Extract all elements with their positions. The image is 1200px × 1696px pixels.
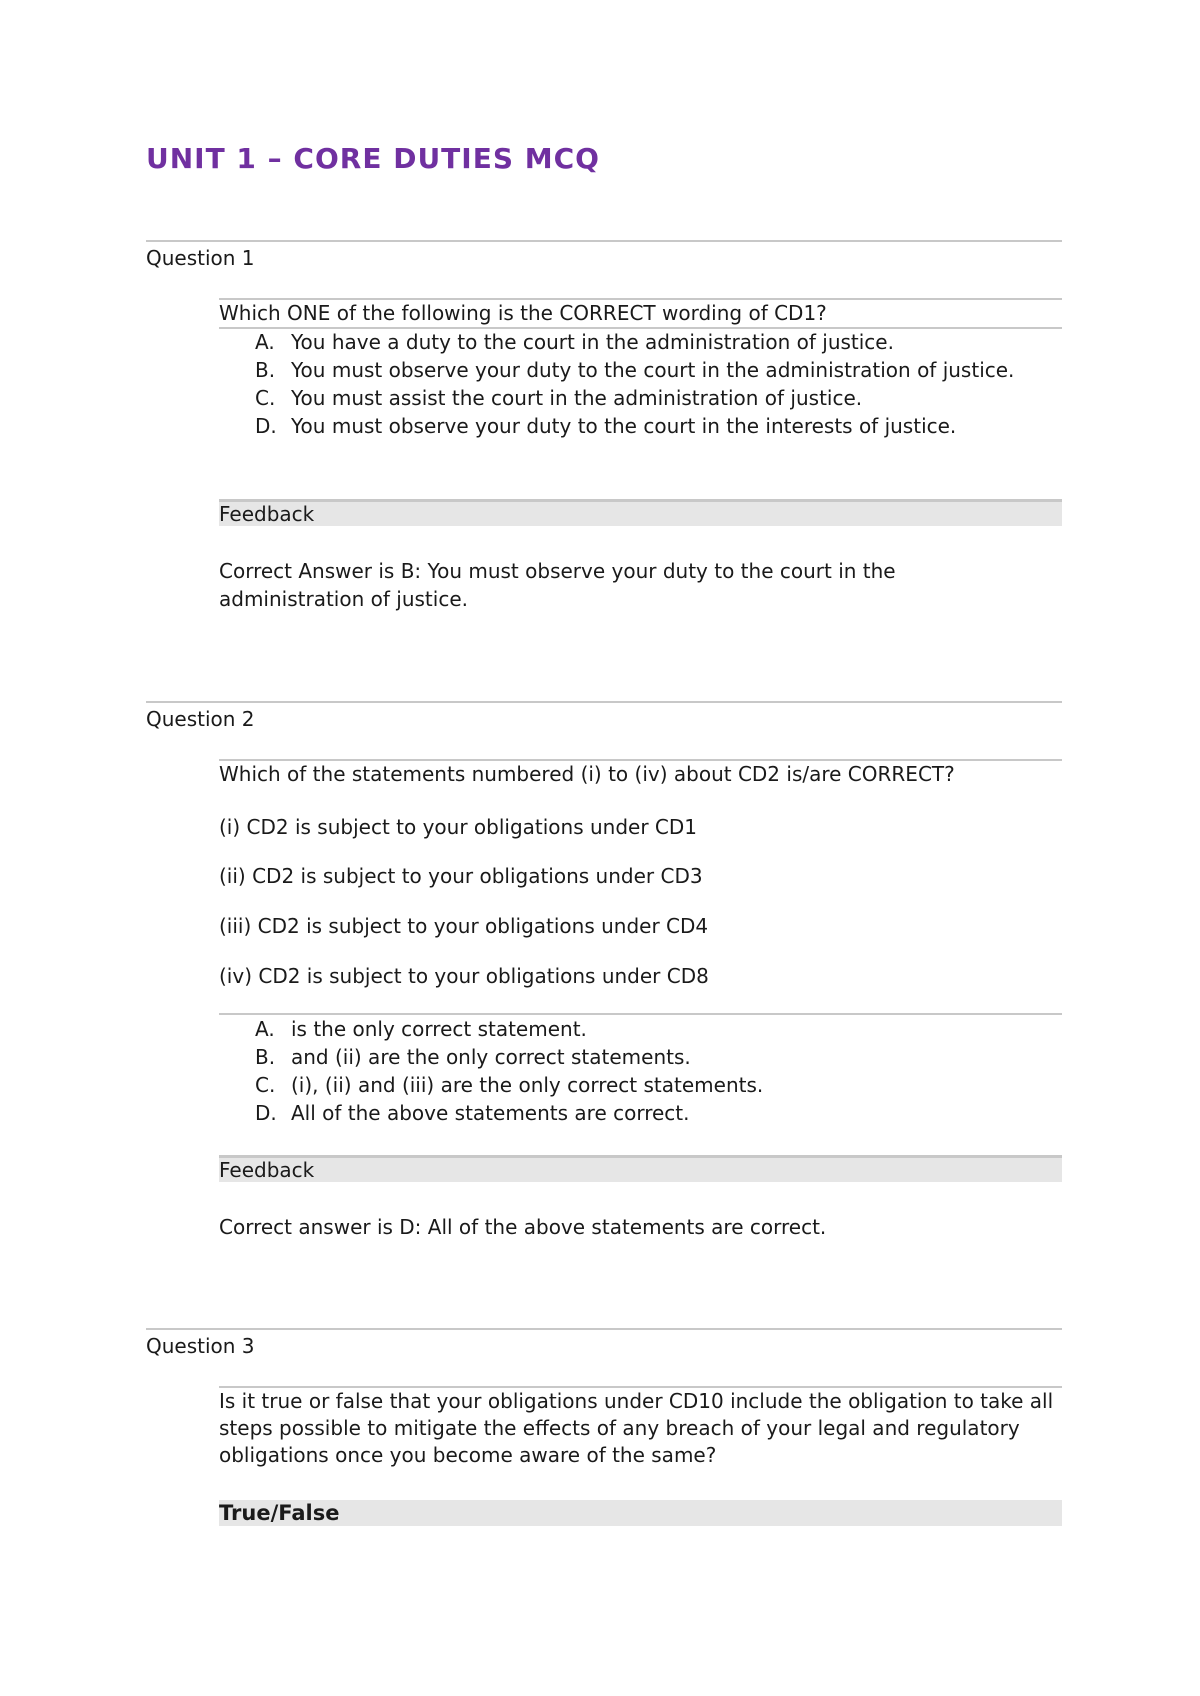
option-letter: A.: [255, 1017, 275, 1041]
option-c: [255, 384, 1062, 412]
option-c: [255, 1071, 1062, 1099]
option-text: is the only correct statement.: [291, 1017, 587, 1041]
question-2-feedback-text: Correct answer is D: All of the above statements are correct.: [219, 1215, 827, 1239]
page-title: UNIT 1 – CORE DUTIES MCQ: [146, 142, 600, 175]
question-2-heading: Question 2: [146, 701, 1062, 731]
option-d: [255, 1099, 1062, 1127]
question-1-stem: Which ONE of the following is the CORRECT wording of CD1?: [219, 298, 1062, 329]
question-1-heading: Question 1: [146, 240, 1062, 270]
option-text: You have a duty to the court in the administration of justice.: [291, 330, 894, 354]
question-3-heading: Question 3: [146, 1328, 1062, 1358]
option-text: and (ii) are the only correct statements.: [291, 1045, 691, 1069]
question-1-feedback-heading: Feedback: [219, 499, 1062, 526]
option-b: [255, 356, 1062, 384]
option-letter: B.: [255, 1045, 276, 1069]
question-3-stem: Is it true or false that your obligations under CD10 include the obligation to take all steps possible to mitigate the effects of any breach of your legal and regulatory obligations once you become aware of the same?: [219, 1386, 1062, 1469]
question-1-options: [255, 328, 1062, 440]
option-letter: C.: [255, 386, 276, 410]
option-text: You must observe your duty to the court in the administration of justice.: [291, 358, 1015, 382]
option-b: [255, 1043, 1062, 1071]
option-letter: D.: [255, 414, 277, 438]
option-text: You must observe your duty to the court in the interests of justice.: [291, 414, 957, 438]
option-letter: B.: [255, 358, 276, 382]
question-2-options: [219, 1013, 1062, 1127]
option-text: All of the above statements are correct.: [291, 1101, 690, 1125]
statement-iv: (iv) CD2 is subject to your obligations under CD8: [219, 964, 709, 988]
statement-ii: (ii) CD2 is subject to your obligations under CD3: [219, 864, 703, 888]
question-3-answer-format: True/False: [219, 1500, 1062, 1526]
option-letter: D.: [255, 1101, 277, 1125]
question-2-feedback-heading: Feedback: [219, 1155, 1062, 1182]
option-letter: A.: [255, 330, 275, 354]
question-1-feedback-text: Correct Answer is B: You must observe your duty to the court in the administration of justice.: [219, 559, 896, 611]
option-letter: C.: [255, 1073, 276, 1097]
question-2-stem: Which of the statements numbered (i) to (iv) about CD2 is/are CORRECT?: [219, 759, 1062, 788]
statement-iii: (iii) CD2 is subject to your obligations under CD4: [219, 914, 709, 938]
option-text: You must assist the court in the administration of justice.: [291, 386, 863, 410]
statement-i: (i) CD2 is subject to your obligations under CD1: [219, 815, 698, 839]
option-d: [255, 412, 1062, 440]
option-text: (i), (ii) and (iii) are the only correct statements.: [291, 1073, 764, 1097]
option-a: [255, 328, 1062, 356]
option-a: [255, 1015, 1062, 1043]
